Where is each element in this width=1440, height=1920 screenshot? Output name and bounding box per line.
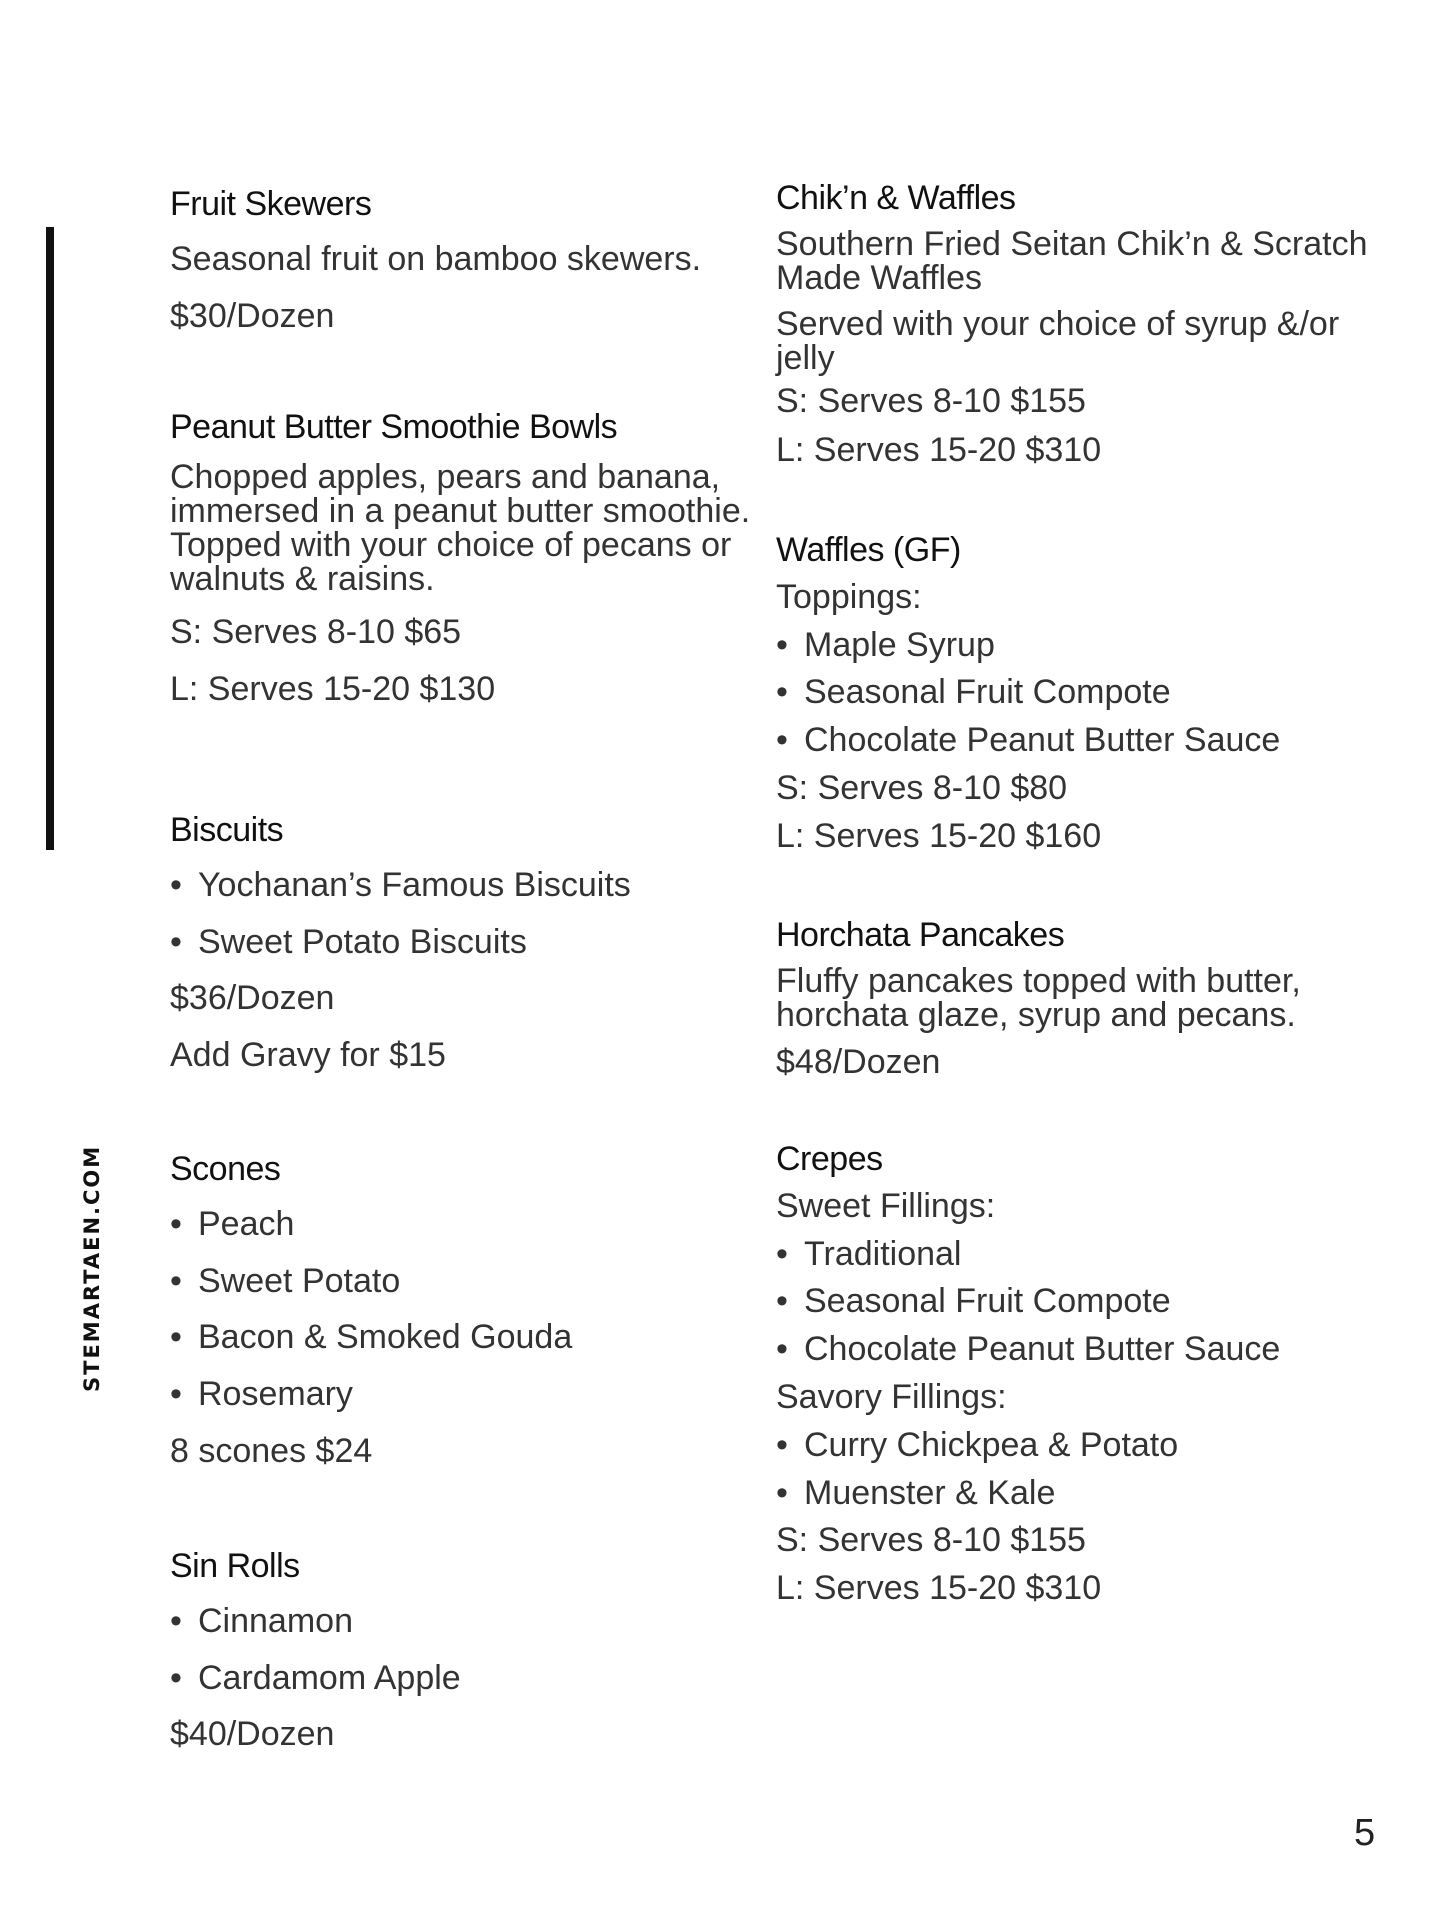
item-serving-note: Served with your choice of syrup &/or bbox=[776, 304, 1340, 343]
list-item: • Traditional bbox=[776, 1234, 1386, 1275]
list-item: • Muenster & Kale bbox=[776, 1473, 1386, 1514]
menu-item-crepes bbox=[776, 1139, 1386, 1609]
menu-item-waffles-gf bbox=[776, 530, 1386, 857]
item-description-line: horchata glaze, syrup and pecans. bbox=[776, 995, 1296, 1034]
item-title: Biscuits bbox=[170, 811, 284, 849]
item-title: Fruit Skewers bbox=[170, 185, 372, 223]
list-item: • Maple Syrup bbox=[776, 625, 1386, 666]
menu-item-pb-smoothie-bowls bbox=[170, 407, 770, 709]
item-small-price: S: Serves 8-10 $155 bbox=[776, 381, 1086, 420]
item-description-line: Chopped apples, pears and banana, bbox=[170, 457, 721, 496]
item-title: Crepes bbox=[776, 1140, 883, 1178]
item-price: $40/Dozen bbox=[170, 1715, 335, 1754]
item-large-price: L: Serves 15-20 $310 bbox=[776, 430, 1102, 469]
menu-item-scones bbox=[170, 1149, 770, 1472]
item-large-price: L: Serves 15-20 $130 bbox=[170, 669, 496, 708]
item-description-line: Fluffy pancakes topped with butter, bbox=[776, 961, 1301, 1000]
item-small-price: S: Serves 8-10 $65 bbox=[170, 612, 462, 651]
item-description-line: Made Waffles bbox=[776, 258, 982, 297]
list-item: • Yochanan’s Famous Biscuits bbox=[170, 865, 770, 906]
list-item: • Cinnamon bbox=[170, 1601, 770, 1642]
item-title: Scones bbox=[170, 1150, 281, 1188]
item-price: $30/Dozen bbox=[170, 296, 335, 335]
list-item: • Sweet Potato Biscuits bbox=[170, 922, 770, 963]
item-title: Waffles (GF) bbox=[776, 531, 961, 569]
item-serving-note: jelly bbox=[776, 338, 835, 377]
item-small-price: S: Serves 8-10 $155 bbox=[776, 1521, 1086, 1560]
list-item: • Curry Chickpea & Potato bbox=[776, 1425, 1386, 1466]
item-price: 8 scones $24 bbox=[170, 1431, 373, 1470]
item-title: Sin Rolls bbox=[170, 1547, 300, 1585]
item-description-line: Southern Fried Seitan Chik’n & Scratch bbox=[776, 224, 1368, 263]
menu-item-sin-rolls bbox=[170, 1546, 770, 1755]
item-description-line: immersed in a peanut butter smoothie. bbox=[170, 491, 751, 530]
list-item: • Bacon & Smoked Gouda bbox=[170, 1317, 770, 1358]
sweet-fillings-label: Sweet Fillings: bbox=[776, 1186, 996, 1225]
list-item: • Chocolate Peanut Butter Sauce bbox=[776, 1329, 1386, 1370]
list-item: • Chocolate Peanut Butter Sauce bbox=[776, 720, 1386, 761]
item-price: $36/Dozen bbox=[170, 979, 335, 1018]
menu-item-fruit-skewers bbox=[170, 184, 770, 336]
item-addon: Add Gravy for $15 bbox=[170, 1036, 446, 1075]
page-number: 5 bbox=[1354, 1812, 1376, 1854]
menu-item-biscuits bbox=[170, 810, 770, 1076]
item-title: Horchata Pancakes bbox=[776, 916, 1065, 954]
item-price: $48/Dozen bbox=[776, 1042, 941, 1081]
list-item: • Cardamom Apple bbox=[170, 1658, 770, 1699]
side-accent-bar bbox=[46, 227, 54, 850]
menu-item-horchata-pancakes bbox=[776, 915, 1386, 1083]
list-item: • Seasonal Fruit Compote bbox=[776, 672, 1386, 713]
item-large-price: L: Serves 15-20 $160 bbox=[776, 816, 1102, 855]
item-description-line: Topped with your choice of pecans or bbox=[170, 525, 732, 564]
item-description-line: walnuts & raisins. bbox=[170, 559, 435, 598]
item-large-price: L: Serves 15-20 $310 bbox=[776, 1569, 1102, 1608]
item-description: Seasonal fruit on bamboo skewers. bbox=[170, 239, 702, 278]
list-item: • Seasonal Fruit Compote bbox=[776, 1281, 1386, 1322]
list-item: • Sweet Potato bbox=[170, 1261, 770, 1302]
item-title: Peanut Butter Smoothie Bowls bbox=[170, 408, 618, 446]
list-item: • Rosemary bbox=[170, 1374, 770, 1415]
savory-fillings-label: Savory Fillings: bbox=[776, 1377, 1007, 1416]
toppings-label: Toppings: bbox=[776, 577, 922, 616]
item-title: Chik’n & Waffles bbox=[776, 179, 1016, 217]
menu-item-chikn-waffles bbox=[776, 178, 1386, 470]
item-small-price: S: Serves 8-10 $80 bbox=[776, 768, 1068, 807]
website-label: STEMARTAEN.COM bbox=[80, 1144, 104, 1392]
list-item: • Peach bbox=[170, 1204, 770, 1245]
